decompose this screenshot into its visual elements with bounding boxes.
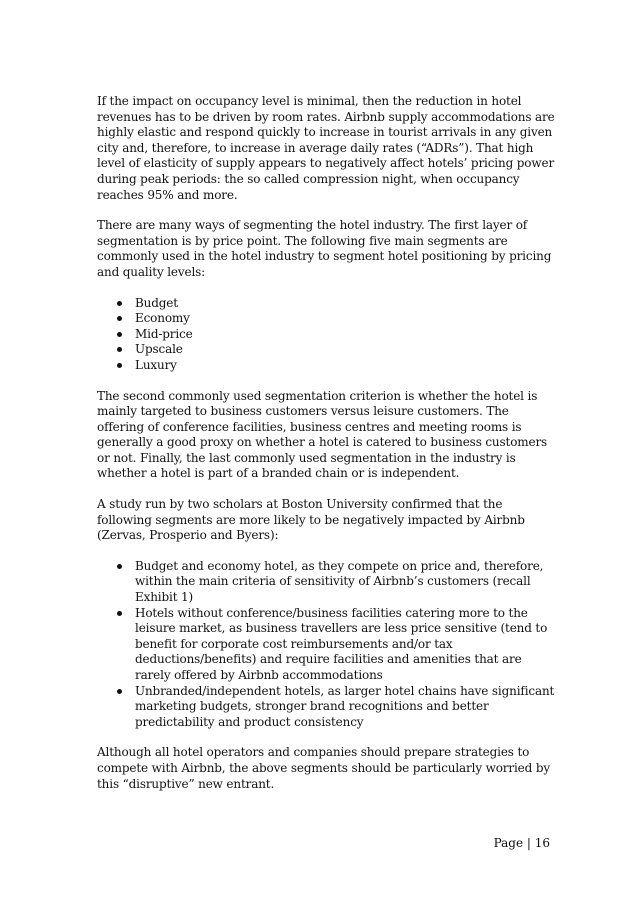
page-number: Page | 16	[493, 836, 550, 850]
bullet-icon	[117, 301, 122, 306]
list-item-text: Hotels without conference/business facilities catering more to the leisure market, as business travellers are less price sensitive (tend to benefit for corporate cost reimbursements and/or tax deductions/benefits) and require facilities and amenities that are rarely offered by Airbnb accommodations	[135, 605, 548, 682]
list-item-text: Budget and economy hotel, as they compete on price and, therefore, within the main criteria of sensitivity of Airbnb’s customers (recall Exhibit 1)	[135, 558, 544, 605]
list-item	[97, 296, 557, 312]
paragraph-segmentation-intro: There are many ways of segmenting the hotel industry. The first layer of segmentation is by price point. The following five main segments are commonly used in the hotel industry to segment hotel positioning by pricing and quality levels:	[97, 218, 552, 279]
bullet-icon	[117, 363, 122, 368]
list-item	[97, 684, 557, 731]
list-item	[97, 559, 557, 606]
paragraph-boston-study: A study run by two scholars at Boston University confirmed that the following segments are more likely to be negatively impacted by Airbnb (Zervas, Prosperio and Byers):	[97, 497, 525, 543]
paragraph-occupancy-impact: If the impact on occupancy level is minimal, then the reduction in hotel revenues has to be driven by room rates. Airbnb supply accommodations are highly elastic and respond quickly to increase in tourist arrivals in any given city and, therefore, to increase in average daily rates (“ADRs”). That high level of elasticity of supply appears to negatively affect hotels’ pricing power during peak periods: the so called compression night, when occupancy reaches 95% and more.	[97, 94, 555, 202]
list-item	[97, 327, 557, 343]
list-item-text: Mid-price	[135, 326, 193, 341]
paragraph-conclusion: Although all hotel operators and companies should prepare strategies to compete with Airbnb, the above segments should be particularly worried by this “disruptive” new entrant.	[97, 745, 550, 791]
list-item-text: Unbranded/independent hotels, as larger hotel chains have significant marketing budgets, stronger brand recognitions and better predictability and product consistency	[135, 683, 555, 729]
list-item-text: Luxury	[135, 357, 177, 372]
list-item-text: Budget	[135, 295, 178, 310]
bullet-icon	[117, 611, 122, 616]
price-segment-list	[97, 296, 557, 374]
list-item-text: Economy	[135, 311, 190, 326]
bullet-icon	[117, 332, 122, 337]
page-body	[97, 94, 557, 807]
list-item	[97, 342, 557, 358]
list-item	[97, 358, 557, 374]
list-item	[97, 606, 557, 684]
list-item-text: Upscale	[135, 342, 183, 357]
paragraph-second-criterion: The second commonly used segmentation criterion is whether the hotel is mainly targeted to business customers versus leisure customers. The offering of conference facilities, business centres and meeting rooms is generally a good proxy on whether a hotel is catered to business customers or not. Finally, the last commonly used segmentation in the industry is whether a hotel is part of a branded chain or is independent.	[97, 388, 548, 481]
impacted-segment-list	[97, 559, 557, 731]
bullet-icon	[117, 347, 122, 352]
list-item	[97, 311, 557, 327]
bullet-icon	[117, 564, 122, 569]
bullet-icon	[117, 689, 122, 694]
bullet-icon	[117, 316, 122, 321]
